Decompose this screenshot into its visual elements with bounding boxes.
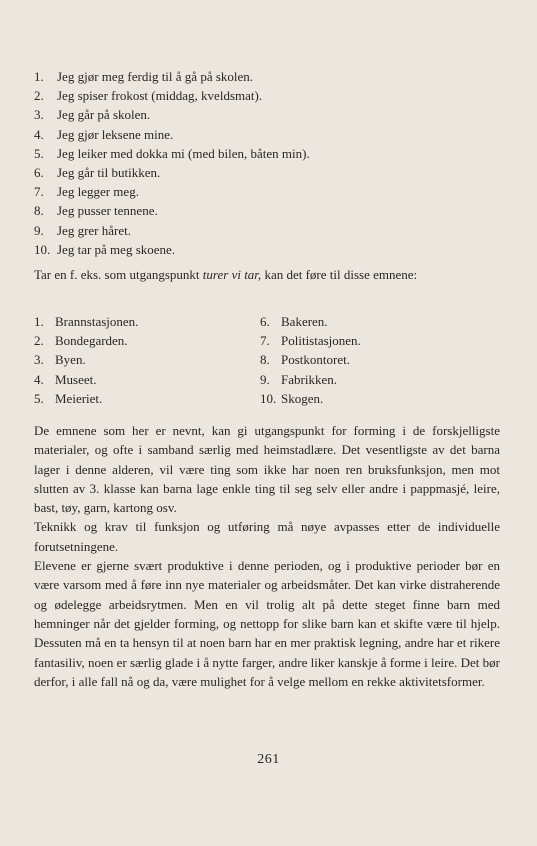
list-item (34, 182, 499, 201)
list-item-number: 9. (260, 371, 270, 387)
list-item-number: 8. (34, 203, 44, 219)
list-item-text: Jeg går på skolen. (57, 107, 151, 123)
intro-paragraph (34, 265, 501, 284)
body-text (34, 421, 500, 691)
list-item-number: 3. (34, 107, 44, 123)
body-paragraph: Teknikk og krav til funksjon og utføring må nøye avpasses etter de individuelle forutsetningene. (34, 519, 500, 554)
list-item-number: 1. (34, 314, 44, 329)
list-item-number: 6. (34, 164, 44, 180)
list-item (34, 105, 499, 124)
list-item (34, 370, 260, 389)
list-item (34, 312, 260, 331)
list-item-number: 6. (260, 314, 270, 329)
body-paragraph: De emnene som her er nevnt, kan gi utgangspunkt for forming i de forskjelligste materialer, og ofte i samband særlig med heimstadlære. Det vesentligste av det barna lager i denne alderen, vil være ting som ikke har noen ren bruksfunksjon, men mot slutten av 3. klasse kan barna lage enkle ting til seg selv eller andre i pappmasjé, leire, bast, tøy, garn, kartong osv. (34, 423, 500, 516)
list-item (34, 86, 499, 105)
topic-list-left-column (34, 312, 260, 408)
page-number: 261 (257, 752, 280, 767)
list-item-number: 8. (260, 352, 270, 368)
list-item-text: Jeg gjør leksene mine. (57, 126, 174, 142)
list-item-number: 7. (260, 333, 270, 349)
list-item (34, 331, 260, 350)
list-item-number: 5. (34, 390, 44, 406)
list-item-text: Jeg spiser frokost (middag, kveldsmat). (57, 88, 263, 104)
list-item-text: Jeg leiker med dokka mi (med bilen, båten min). (57, 145, 310, 161)
list-item-text: Jeg legger meg. (57, 184, 139, 200)
list-item (260, 350, 486, 369)
intro-emphasis: turer vi tar, (202, 267, 262, 282)
list-item-number: 3. (34, 352, 44, 368)
list-item (260, 312, 486, 331)
list-item-number: 2. (34, 333, 44, 349)
list-item-text: Brannstasjonen. (55, 314, 139, 329)
list-item (34, 67, 499, 86)
list-item-number: 7. (34, 184, 44, 200)
list-item-text: Skogen. (281, 390, 324, 406)
list-item (260, 389, 486, 408)
list-item-text: Postkontoret. (281, 352, 350, 368)
topic-list (34, 312, 499, 408)
list-item-text: Jeg gjør meg ferdig til å gå på skolen. (57, 69, 254, 84)
list-item-text: Jeg tar på meg skoene. (57, 241, 176, 257)
list-item (34, 240, 499, 259)
body-paragraph: Elevene er gjerne svært produktive i denne perioden, og i produktive perioder bør en være varsom med å føre inn nye materialer og arbeidsmåter. Det kan virke distraherende og ødelegge arbeidsrytmen. Men en vil trolig alt på dette steget finne barn med hemninger når det gjelder forming, og nettopp for slike barn kan et skifte være til hjelp. Dessuten må en ta hensyn til at noen barn har en mer praktisk legning, andre har et rikere fantasiliv, noen er særlig glade i å nytte farger, andre liker kanskje å forme i leire. Det bør derfor, i alle fall nå og da, være mulighet for å velge mellom en rekke aktivitetsformer. (34, 558, 500, 689)
list-item (34, 389, 260, 408)
list-item-number: 9. (34, 222, 44, 238)
topic-list-right-column (260, 312, 486, 408)
list-item-text: Bakeren. (281, 314, 328, 329)
list-item (34, 125, 499, 144)
list-item (34, 163, 499, 182)
list-item-text: Museet. (55, 371, 97, 387)
list-item (260, 370, 486, 389)
list-item (260, 331, 486, 350)
list-item-text: Bondegarden. (55, 333, 128, 349)
list-item (34, 201, 499, 220)
activity-list (34, 67, 499, 259)
list-item-number: 1. (34, 69, 44, 84)
list-item (34, 350, 260, 369)
list-item-text: Jeg går til butikken. (57, 164, 161, 180)
list-item-number: 2. (34, 88, 44, 104)
list-item-text: Jeg grer håret. (57, 222, 131, 238)
list-item (34, 144, 499, 163)
list-item-text: Fabrikken. (281, 371, 337, 387)
list-item-text: Jeg pusser tennene. (57, 203, 158, 219)
list-item-number: 10. (34, 241, 51, 257)
list-item-number: 5. (34, 145, 44, 161)
list-item-text: Byen. (55, 352, 86, 368)
list-item-text: Meieriet. (55, 390, 103, 406)
intro-text-before: Tar en f. eks. som utgangspunkt (34, 267, 203, 282)
list-item-number: 4. (34, 126, 44, 142)
list-item-number: 10. (260, 390, 277, 406)
list-item-text: Politistasjonen. (281, 333, 361, 349)
intro-text-after: kan det føre til disse emnene: (261, 267, 418, 282)
list-item (34, 221, 499, 240)
list-item-number: 4. (34, 371, 44, 387)
